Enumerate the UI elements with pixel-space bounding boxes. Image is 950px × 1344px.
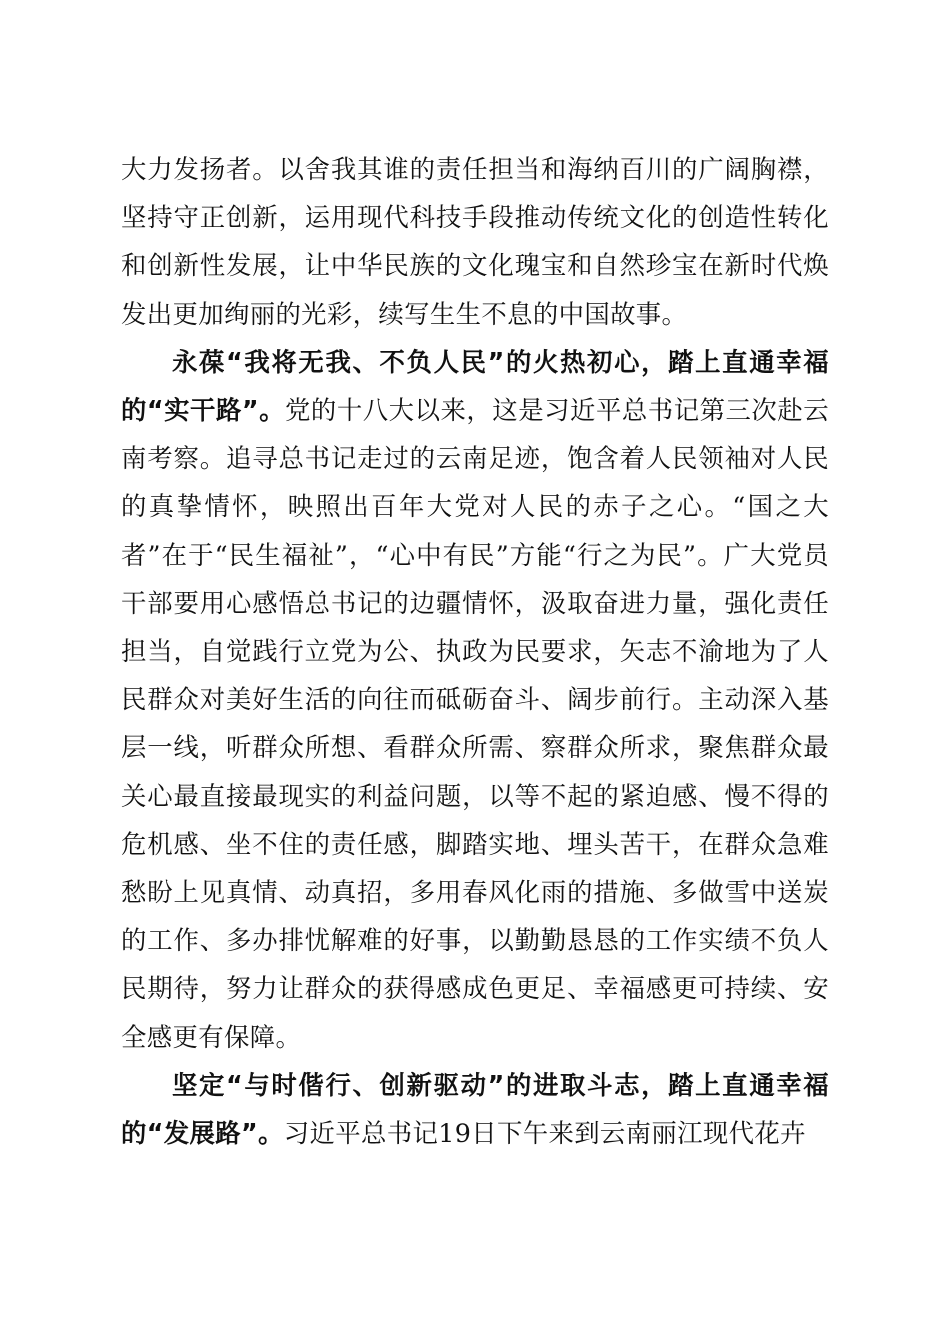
document-body (121, 145, 829, 1157)
paragraph-lead-heading: 坚定“与时偕行、创新驱动”的进取斗志，踏上直通幸福的“发展路”。 (121, 1069, 829, 1149)
paragraph-text: 大力发扬者。以舍我其谁的责任担当和海纳百川的广阔胸襟，坚持守正创新，运用现代科技手段推动传统文化的创造性转化和创新性发展，让中华民族的文化瑰宝和自然珍宝在新时代焕发出更加绚丽的光彩，续写生生不息的中国故事。 (121, 154, 829, 329)
paragraph-fazhan-road (121, 1061, 829, 1157)
paragraph-shixian-road (121, 338, 829, 1061)
paragraph-lead-heading: 永葆“我将无我、不负人民”的火热初心，踏上直通幸福的“实干路”。 (121, 346, 829, 426)
paragraph-text: 习近平总书记19日下午来到云南丽江现代花卉 (283, 1118, 806, 1149)
paragraph-text: 党的十八大以来，这是习近平总书记第三次赴云南考察。追寻总书记走过的云南足迹，饱含着人民领袖对人民的真挚情怀，映照出百年大党对人民的赤子之心。“国之大者”在于“民生福祉”，“心中有民”方能“行之为民”。广大党员干部要用心感悟总书记的边疆情怀，汲取奋进力量，强化责任担当，自觉践行立党为公、执政为民要求，矢志不渝地为了人民群众对美好生活的向往而砥砺奋斗、阔步前行。主动深入基层一线，听群众所想、看群众所需、察群众所求，聚焦群众最关心最直接最现实的利益问题，以等不起的紧迫感、慢不得的危机感、坐不住的责任感，脚踏实地、埋头苦干，在群众急难愁盼上见真情、动真招，多用春风化雨的措施、多做雪中送炭的工作、多办排忧解难的好事，以勤勤恳恳的工作实绩不负人民期待，努力让群众的获得感成色更足、幸福感更可持续、安全感更有保障。 (121, 395, 830, 1052)
paragraph-continuation (121, 145, 829, 338)
